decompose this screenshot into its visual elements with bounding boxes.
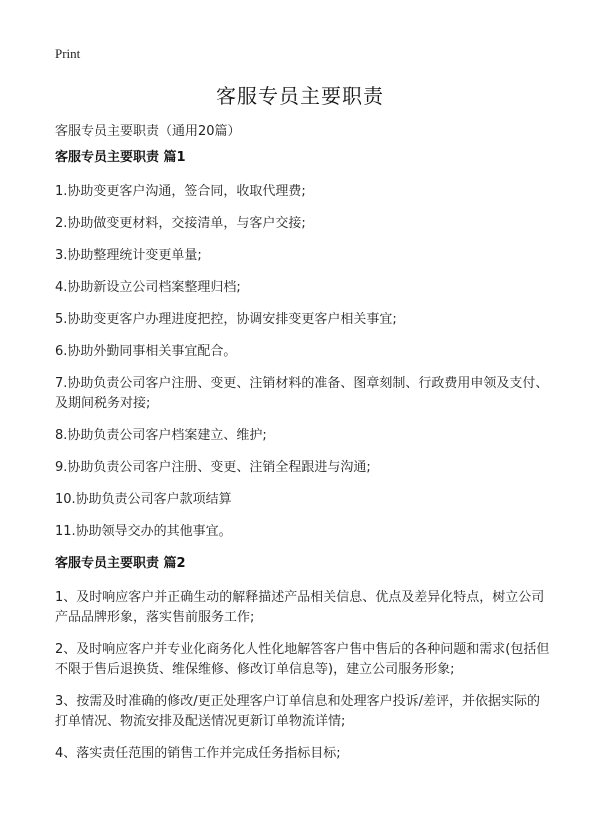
list-item: 11.协助领导交办的其他事宜。 [55,524,232,539]
list-item: 10.协助负责公司客户款项结算 [55,492,232,507]
list-item: 3、按需及时准确的修改/更正处理客户订单信息和处理客户投诉/差评，并依据实际的打单情况、物流安排及配送情况更新订单物流详情; [55,694,541,729]
print-label: Print [55,46,81,61]
list-item: 7.协助负责公司客户注册、变更、注销材料的准备、图章刻制、行政费用申领及支付、及期间税务对接; [55,376,549,411]
list-item: 4、落实责任范围的销售工作并完成任务指标目标; [55,746,341,761]
list-item: 5.协助变更客户办理进度把控，协调安排变更客户相关事宜; [55,312,397,327]
list-item: 8.协助负责公司客户档案建立、维护; [55,428,267,443]
list-item: 6.协助外勤同事相关事宜配合。 [55,344,237,359]
list-item: 1、及时响应客户并正确生动的解释描述产品相关信息、优点及差异化特点，树立公司产品品牌形象，落实售前服务工作; [55,590,545,625]
list-item: 4.协助新设立公司档案整理归档; [55,280,241,295]
document-subtitle: 客服专员主要职责（通用20篇） [55,124,241,139]
list-item: 2.协助做变更材料，交接清单，与客户交接; [55,216,306,231]
document-content [55,148,550,776]
list-item: 3.协助整理统计变更单量; [55,248,202,263]
section-heading: 客服专员主要职责 篇2 [55,556,186,571]
section-1 [55,148,550,542]
section-2 [55,554,550,764]
list-item: 2、及时响应客户并专业化商务化人性化地解答客户售中售后的各种问题和需求(包括但不限于售后退换货、维保维修、修改订单信息等)，建立公司服务形象; [55,642,550,677]
page-title: 客服专员主要职责 [216,84,384,108]
list-item: 9.协助负责公司客户注册、变更、注销全程跟进与沟通; [55,460,371,475]
section-heading: 客服专员主要职责 篇1 [55,150,186,165]
list-item: 1.协助变更客户沟通，签合同，收取代理费; [55,184,306,199]
